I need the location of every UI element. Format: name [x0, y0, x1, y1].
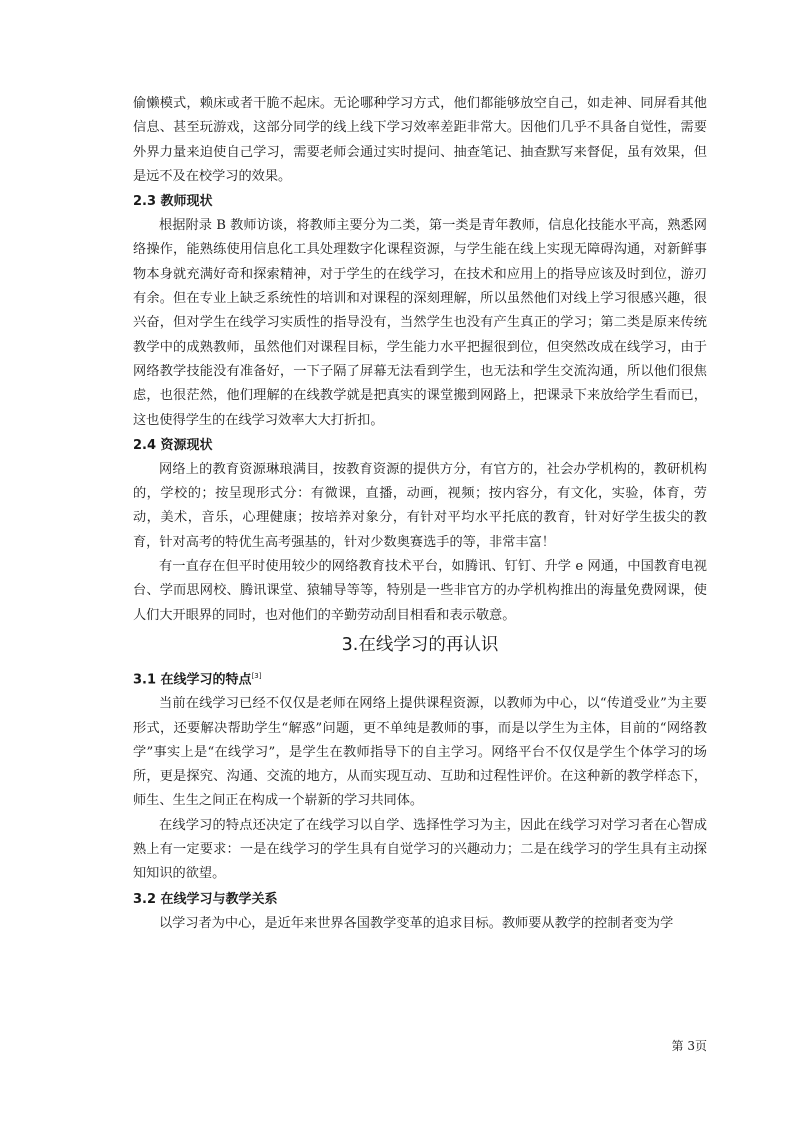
- section-heading-3-1-text: 3.1 在线学习的特点: [133, 672, 252, 688]
- paragraph-intro-continuation: 偷懒模式，赖床或者干脆不起床。无论哪种学习方式，他们都能够放空自己，如走神、同屏看其他信息、甚至玩游戏，这部分同学的线上线下学习效率差距非常大。因他们几乎不具备自觉性，需要外界力量来迫使自己学习，需要老师会通过实时提问、抽查笔记、抽查默写来督促，虽有效果，但是远不及在校学习的效果。: [133, 96, 707, 184]
- section-heading-3-2: 3.2 在线学习与教学关系: [133, 891, 278, 907]
- paragraph-3-1-b: 在线学习的特点还决定了在线学习以自学、选择性学习为主，因此在线学习对学习者在心智成熟上有一定要求：一是在线学习的学生具有自觉学习的兴趣动力；二是在线学习的学生具有主动探知知识的欲望。: [133, 817, 707, 882]
- paragraph-3-2: 以学习者为中心，是近年来世界各国教学变革的追求目标。教师要从教学的控制者变为学: [159, 915, 674, 931]
- page-body: [133, 92, 707, 936]
- section-heading-2-4: 2.4 资源现状: [133, 437, 213, 453]
- page-number: 第 3页: [671, 1039, 707, 1053]
- paragraph-2-4-b: 有一直存在但平时使用较少的网络教育技术平台，如腾讯、钉钉、升学 e 网通，中国教育电视台、学而思网校、腾讯课堂、猿辅导等等，特别是一些非官方的办学机构推出的海量免费网课，使人们大开眼界的同时，也对他们的辛勤劳动刮目相看和表示敬意。: [133, 559, 707, 623]
- paragraph-2-3: 根据附录 B 教师访谈，将教师主要分为二类，第一类是青年教师，信息化技能水平高，熟悉网络操作，能熟练使用信息化工具处理数字化课程资源，与学生能在线上实现无障碍沟通，对新鲜事物本身就充满好奇和探索精神，对于学生的在线学习，在技术和应用上的指导应该及时到位，游刃有余。但在专业上缺乏系统性的培训和对课程的深刻理解，所以虽然他们对线上学习很感兴趣，很兴奋，但对学生在线学习实质性的指导没有，当然学生也没有产生真正的学习；第二类是原来传统教学中的成熟教师，虽然他们对课程目标，学生能力水平把握很到位，但突然改成在线学习，由于网络教学技能没有准备好，一下子隔了屏幕无法看到学生，也无法和学生交流沟通，所以他们很焦虑，也很茫然，他们理解的在线教学就是把真实的课堂搬到网路上，把课录下来放给学生看而已，这也使得学生的在线学习效率大大打折扣。: [133, 218, 707, 428]
- paragraph-2-4-a: 网络上的教育资源琳琅满目，按教育资源的提供方分，有官方的，社会办学机构的，教研机构的，学校的；按呈现形式分：有微课，直播，动画，视频；按内容分，有文化，实验，体育，劳动，美术，音乐，心理健康；按培养对象分，有针对平均水平托底的教育，针对好学生拔尖的教育，针对高考的特优生高考强基的，针对少数奥赛选手的等，非常丰富！: [133, 461, 707, 550]
- section-heading-2-3: 2.3 教师现状: [133, 194, 213, 210]
- chapter-title-3: 3.在线学习的再认识: [341, 634, 499, 655]
- paragraph-3-1-a: 当前在线学习已经不仅仅是老师在网络上提供课程资源，以教师为中心，以“传道受业”为主要形式，还要解决帮助学生“解惑”问题，更不单纯是教师的事，而是以学生为主体，目前的“网络教学”事实上是“在线学习”，是学生在教师指导下的自主学习。网络平台不仅仅是学生个体学习的场所，更是探究、沟通、交流的地方，从而实现互动、互助和过程性评价。在这种新的教学样态下，师生、生生之间正在构成一个崭新的学习共同体。: [133, 696, 707, 809]
- section-heading-3-1: [133, 664, 707, 692]
- citation-ref[interactable]: [3]: [251, 671, 262, 680]
